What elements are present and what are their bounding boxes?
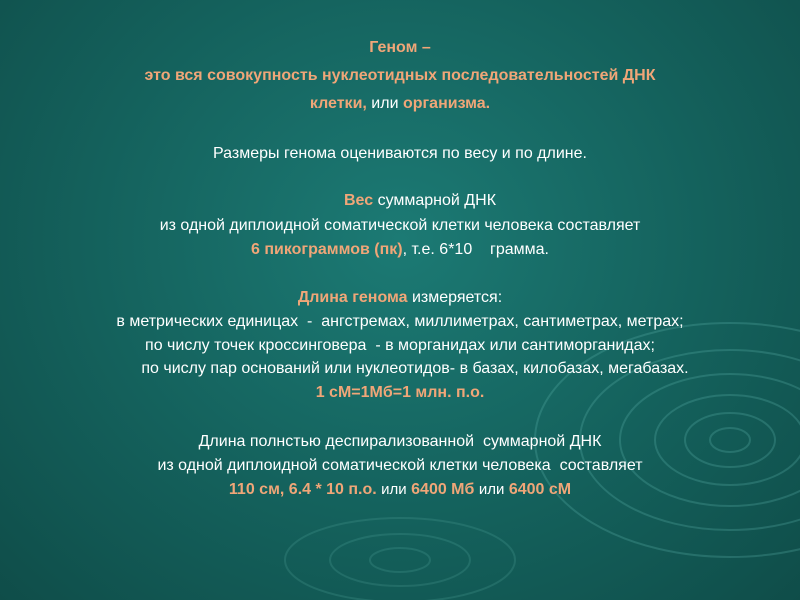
total-line-2: из одной диплоидной соматической клетки человека составляет (157, 457, 643, 474)
title-cell-word: клетки, (309, 95, 367, 112)
title-or-word: или (371, 95, 399, 112)
weight-line-2: из одной диплоидной соматической клетки человека составляет (159, 217, 641, 234)
title-organism-word: организма. (402, 95, 491, 112)
intro-line: Размеры генома оцениваются по весу и по длине. (213, 145, 587, 162)
title-line-2 (0, 66, 800, 86)
total-line-1: Длина полнстью деспирализованной суммарной ДНК (198, 433, 602, 450)
total-value-cm: 110 см, 6.4 * 10 п.о. (228, 481, 377, 498)
title-definition: это вся совокупность нуклеотидных последовательностей ДНК (144, 67, 656, 84)
title-line-1 (0, 38, 800, 58)
length-item-1: в метрических единицах - ангстремах, миллиметрах, сантиметрах, метрах; (116, 313, 684, 330)
weight-value: 6 пикограммов (пк) (251, 241, 403, 258)
title-line-3 (0, 94, 800, 114)
length-item-2: по числу точек кроссинговера - в морганидах или сантиморганидах; (145, 337, 655, 354)
length-term: Длина генома (297, 289, 408, 306)
length-equation: 1 сМ=1Мб=1 млн. п.о. (315, 384, 485, 401)
weight-line-1: Вес суммарной ДНК (343, 192, 497, 209)
total-value-cM: 6400 сМ (508, 481, 572, 498)
length-item-3: по числу пар оснований или нуклеотидов- в базах, килобазах, мегабазах. (141, 360, 689, 377)
weight-line-3: 6 пикограммов (пк), т.е. 6*10 грамма. (251, 241, 549, 258)
total-line-3: 110 см, 6.4 * 10 п.о. или 6400 Мб или 6400 сМ (228, 481, 572, 498)
total-value-mb: 6400 Мб (411, 481, 475, 498)
weight-term: Вес (343, 192, 374, 209)
title-term: Геном – (369, 39, 431, 56)
length-heading: Длина генома измеряется: (297, 289, 503, 306)
